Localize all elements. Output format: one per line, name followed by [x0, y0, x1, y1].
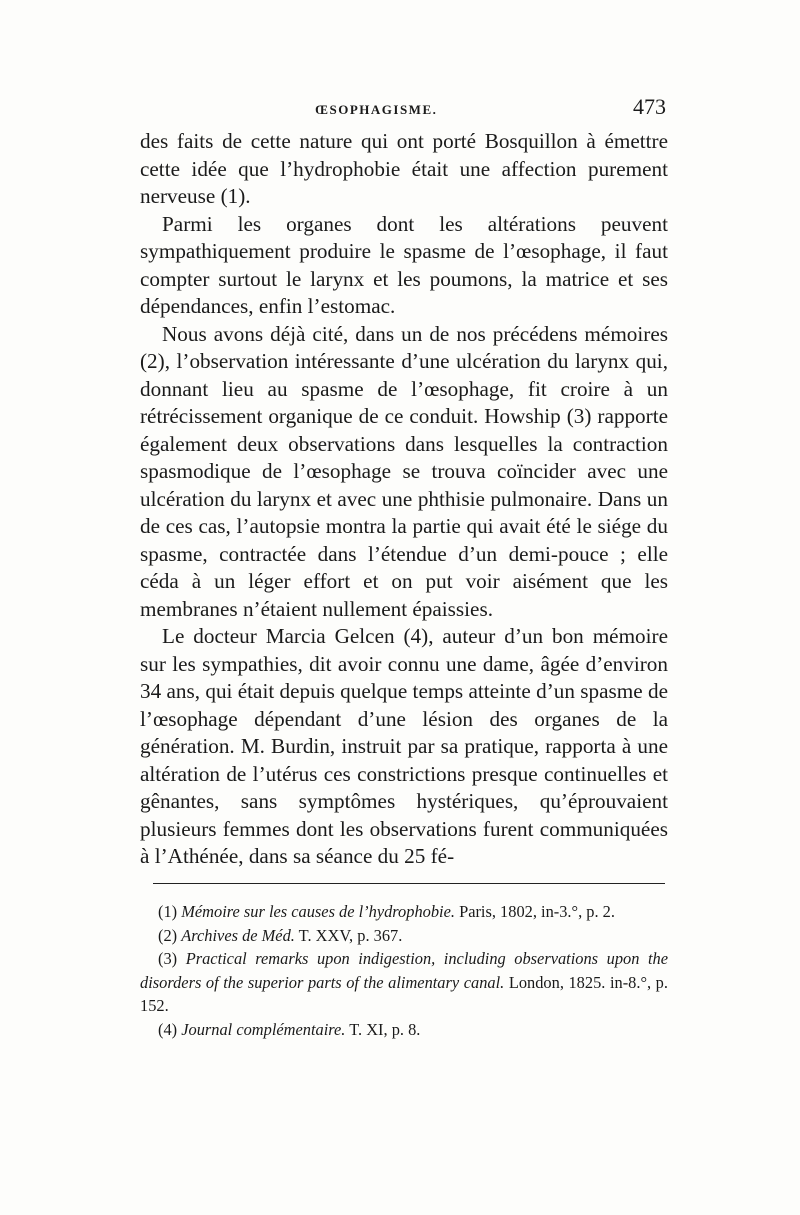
- footnote-3: [140, 947, 668, 1018]
- footnote-title: Journal complémentaire.: [181, 1019, 346, 1039]
- footnote-marker: (3): [158, 949, 178, 968]
- footnote-marker: (4): [158, 1019, 178, 1039]
- paragraph-larynx: Nous avons déjà cité, dans un de nos précédens mémoires (2), l’observation intéressante d’une ulcération du larynx qui, donnant lieu au spasme de l’œsophage, fit croire à un rétrécissement organique de ce conduit. Howship (3) rapporte également deux observations dans lesquelles la contraction spasmodique de l’œsophage se trouva coïncider avec une ulcération du larynx et avec une phthisie pulmonaire. Dans un de ces cas, l’autopsie montra la partie qui avait été le siége du spasme, contractée dans l’étendue d’un demi-pouce ; elle céda à un léger effort et on put voir aisément que les membranes n’étaient nullement épaissies.: [140, 321, 668, 621]
- body-text: [140, 128, 668, 871]
- footnote-title: Practical remarks upon indigestion, including observations upon the disorders of the superior parts of the alimentary canal.: [140, 949, 668, 992]
- footnote-2: [140, 924, 668, 948]
- footnote-title: Archives de Méd.: [181, 925, 295, 945]
- footnote-rule: [153, 883, 665, 884]
- footnote-details: London, 1825. in-8.°, p. 152.: [140, 972, 668, 1015]
- paragraph-gelcen: Le docteur Marcia Gelcen (4), auteur d’un bon mémoire sur les sympathies, dit avoir connu une dame, âgée d’environ 34 ans, qui était depuis quelque temps atteinte d’un spasme de l’œsophage dépendant d’une lésion des organes de la génération. M. Burdin, instruit par sa pratique, rapporta à une altération de l’utérus ces constrictions presque continuelles et gênantes, sans symptômes hystériques, qu’éprouvaient plusieurs femmes dont les observations furent communiquées à l’Athénée, dans sa séance du 25 fé-: [140, 624, 668, 868]
- page-number: 473: [633, 94, 666, 119]
- running-head: [140, 94, 680, 128]
- footnote-title: Mémoire sur les causes de l’hydrophobie.: [181, 902, 455, 921]
- footnote-details: T. XI, p. 8.: [349, 1019, 421, 1039]
- running-title: ŒSOPHAGISME.: [315, 102, 438, 117]
- paragraph-organs: Parmi les organes dont les altérations peuvent sympathiquement produire le spasme de l’œsophage, il faut compter surtout le larynx et les poumons, la matrice et ses dépendances, enfin l’estomac.: [140, 211, 668, 318]
- footnote-marker: (1): [158, 902, 178, 921]
- footnote-1: [140, 900, 668, 924]
- footnote-details: T. XXV, p. 367.: [298, 925, 403, 945]
- paragraph-continuation: des faits de cette nature qui ont porté Bosquillon à émettre cette idée que l’hydrophobie était une affection purement nerveuse (1).: [140, 129, 668, 208]
- footnote-marker: (2): [158, 925, 178, 945]
- footnote-details: Paris, 1802, in-3.°, p. 2.: [459, 902, 615, 921]
- footnotes: [140, 900, 668, 1041]
- footnote-4: [140, 1018, 668, 1042]
